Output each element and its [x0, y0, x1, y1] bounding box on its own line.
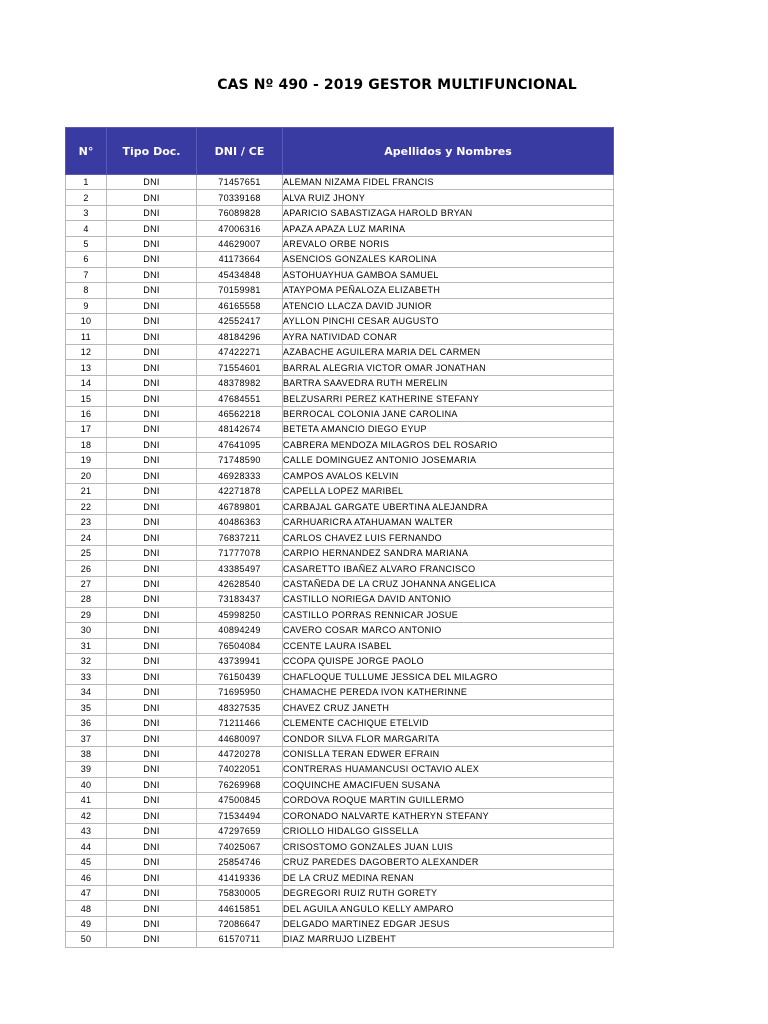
row-full-name: CRIOLLO HIDALGO GISSELLA — [283, 824, 614, 839]
row-number: 27 — [66, 576, 107, 591]
row-doc-type: DNI — [107, 916, 197, 931]
row-number: 32 — [66, 654, 107, 669]
row-dni: 45434848 — [197, 267, 283, 282]
row-doc-type: DNI — [107, 715, 197, 730]
row-number: 3 — [66, 205, 107, 220]
table-row — [66, 885, 614, 900]
row-full-name: CASTILLO PORRAS RENNICAR JOSUE — [283, 607, 614, 622]
row-doc-type: DNI — [107, 453, 197, 468]
row-full-name: ATAYPOMA PEÑALOZA ELIZABETH — [283, 283, 614, 298]
row-doc-type: DNI — [107, 190, 197, 205]
table-row — [66, 530, 614, 545]
row-dni: 43385497 — [197, 561, 283, 576]
row-number: 14 — [66, 375, 107, 390]
row-dni: 71457651 — [197, 175, 283, 190]
row-doc-type: DNI — [107, 684, 197, 699]
row-number: 2 — [66, 190, 107, 205]
table-row — [66, 375, 614, 390]
row-dni: 47006316 — [197, 221, 283, 236]
column-header-number: N° — [66, 128, 107, 175]
table-row — [66, 932, 614, 947]
row-dni: 47422271 — [197, 344, 283, 359]
row-number: 9 — [66, 298, 107, 313]
row-dni: 47684551 — [197, 391, 283, 406]
row-number: 43 — [66, 824, 107, 839]
row-number: 5 — [66, 236, 107, 251]
row-full-name: CCENTE LAURA ISABEL — [283, 638, 614, 653]
row-dni: 48142674 — [197, 422, 283, 437]
row-full-name: CONISLLA TERAN EDWER EFRAIN — [283, 746, 614, 761]
row-full-name: BELZUSARRI PEREZ KATHERINE STEFANY — [283, 391, 614, 406]
row-dni: 61570711 — [197, 932, 283, 947]
row-dni: 41419336 — [197, 870, 283, 885]
table-row — [66, 422, 614, 437]
column-header-doc-type: Tipo Doc. — [107, 128, 197, 175]
table-row — [66, 252, 614, 267]
row-number: 25 — [66, 545, 107, 560]
table-row — [66, 700, 614, 715]
row-dni: 47641095 — [197, 437, 283, 452]
row-full-name: AYRA NATIVIDAD CONAR — [283, 329, 614, 344]
row-number: 20 — [66, 468, 107, 483]
row-full-name: ALVA RUIZ JHONY — [283, 190, 614, 205]
row-full-name: ASENCIOS GONZALES KAROLINA — [283, 252, 614, 267]
row-number: 13 — [66, 360, 107, 375]
table-row — [66, 576, 614, 591]
row-doc-type: DNI — [107, 731, 197, 746]
table-row — [66, 777, 614, 792]
row-doc-type: DNI — [107, 793, 197, 808]
row-doc-type: DNI — [107, 885, 197, 900]
row-doc-type: DNI — [107, 360, 197, 375]
table-row — [66, 175, 614, 190]
table-row — [66, 484, 614, 499]
row-doc-type: DNI — [107, 638, 197, 653]
table-row — [66, 808, 614, 823]
row-full-name: CASTILLO NORIEGA DAVID ANTONIO — [283, 592, 614, 607]
row-doc-type: DNI — [107, 530, 197, 545]
row-doc-type: DNI — [107, 391, 197, 406]
table-row — [66, 592, 614, 607]
column-header-full-name: Apellidos y Nombres — [283, 128, 614, 175]
row-doc-type: DNI — [107, 545, 197, 560]
row-full-name: CONTRERAS HUAMANCUSI OCTAVIO ALEX — [283, 762, 614, 777]
row-full-name: BETETA AMANCIO DIEGO EYUP — [283, 422, 614, 437]
row-full-name: CHAVEZ CRUZ JANETH — [283, 700, 614, 715]
table-row — [66, 499, 614, 514]
row-dni: 41173664 — [197, 252, 283, 267]
row-dni: 71748590 — [197, 453, 283, 468]
row-dni: 42271878 — [197, 484, 283, 499]
row-doc-type: DNI — [107, 762, 197, 777]
row-number: 33 — [66, 669, 107, 684]
row-number: 28 — [66, 592, 107, 607]
row-dni: 48327535 — [197, 700, 283, 715]
row-number: 37 — [66, 731, 107, 746]
row-number: 15 — [66, 391, 107, 406]
row-number: 12 — [66, 344, 107, 359]
row-doc-type: DNI — [107, 205, 197, 220]
row-doc-type: DNI — [107, 870, 197, 885]
row-number: 6 — [66, 252, 107, 267]
row-number: 10 — [66, 314, 107, 329]
table-row — [66, 221, 614, 236]
row-number: 34 — [66, 684, 107, 699]
row-full-name: CARLOS CHAVEZ LUIS FERNANDO — [283, 530, 614, 545]
row-doc-type: DNI — [107, 746, 197, 761]
table-row — [66, 901, 614, 916]
row-dni: 71534494 — [197, 808, 283, 823]
row-full-name: APAZA APAZA LUZ MARINA — [283, 221, 614, 236]
row-number: 47 — [66, 885, 107, 900]
table-row — [66, 314, 614, 329]
table-row — [66, 746, 614, 761]
row-doc-type: DNI — [107, 932, 197, 947]
table-row — [66, 437, 614, 452]
table-header-row — [66, 128, 614, 175]
row-doc-type: DNI — [107, 406, 197, 421]
row-number: 11 — [66, 329, 107, 344]
row-dni: 73183437 — [197, 592, 283, 607]
table-row — [66, 545, 614, 560]
row-doc-type: DNI — [107, 484, 197, 499]
row-dni: 76504084 — [197, 638, 283, 653]
row-doc-type: DNI — [107, 561, 197, 576]
row-doc-type: DNI — [107, 623, 197, 638]
table-row — [66, 406, 614, 421]
table-row — [66, 267, 614, 282]
candidates-table — [65, 127, 614, 948]
row-doc-type: DNI — [107, 654, 197, 669]
row-number: 40 — [66, 777, 107, 792]
row-doc-type: DNI — [107, 375, 197, 390]
row-number: 45 — [66, 854, 107, 869]
row-number: 24 — [66, 530, 107, 545]
row-doc-type: DNI — [107, 854, 197, 869]
row-number: 35 — [66, 700, 107, 715]
row-dni: 44629007 — [197, 236, 283, 251]
row-number: 17 — [66, 422, 107, 437]
row-number: 48 — [66, 901, 107, 916]
row-dni: 42552417 — [197, 314, 283, 329]
table-row — [66, 283, 614, 298]
row-number: 26 — [66, 561, 107, 576]
row-full-name: CAMPOS AVALOS KELVIN — [283, 468, 614, 483]
row-dni: 25854746 — [197, 854, 283, 869]
row-full-name: CABRERA MENDOZA MILAGROS DEL ROSARIO — [283, 437, 614, 452]
row-doc-type: DNI — [107, 221, 197, 236]
row-doc-type: DNI — [107, 329, 197, 344]
table-row — [66, 684, 614, 699]
row-doc-type: DNI — [107, 314, 197, 329]
row-number: 36 — [66, 715, 107, 730]
row-dni: 71777078 — [197, 545, 283, 560]
row-dni: 70159981 — [197, 283, 283, 298]
table-row — [66, 190, 614, 205]
row-dni: 70339168 — [197, 190, 283, 205]
row-doc-type: DNI — [107, 175, 197, 190]
row-number: 23 — [66, 514, 107, 529]
table-row — [66, 344, 614, 359]
row-doc-type: DNI — [107, 777, 197, 792]
row-full-name: CAPELLA LOPEZ MARIBEL — [283, 484, 614, 499]
row-full-name: CCOPA QUISPE JORGE PAOLO — [283, 654, 614, 669]
row-dni: 48184296 — [197, 329, 283, 344]
row-number: 16 — [66, 406, 107, 421]
row-full-name: CHAFLOQUE TULLUME JESSICA DEL MILAGRO — [283, 669, 614, 684]
column-header-dni: DNI / CE — [197, 128, 283, 175]
row-doc-type: DNI — [107, 344, 197, 359]
row-doc-type: DNI — [107, 236, 197, 251]
table-row — [66, 824, 614, 839]
table-row — [66, 654, 614, 669]
table-row — [66, 793, 614, 808]
row-dni: 75830005 — [197, 885, 283, 900]
row-number: 8 — [66, 283, 107, 298]
table-row — [66, 623, 614, 638]
row-doc-type: DNI — [107, 607, 197, 622]
table-row — [66, 329, 614, 344]
row-number: 18 — [66, 437, 107, 452]
row-doc-type: DNI — [107, 576, 197, 591]
table-row — [66, 731, 614, 746]
row-full-name: DELGADO MARTINEZ EDGAR JESUS — [283, 916, 614, 931]
row-doc-type: DNI — [107, 468, 197, 483]
row-dni: 40486363 — [197, 514, 283, 529]
page-title: CAS Nº 490 - 2019 GESTOR MULTIFUNCIONAL — [217, 77, 577, 93]
row-number: 1 — [66, 175, 107, 190]
row-doc-type: DNI — [107, 267, 197, 282]
row-number: 22 — [66, 499, 107, 514]
row-dni: 76269968 — [197, 777, 283, 792]
table-row — [66, 839, 614, 854]
row-doc-type: DNI — [107, 422, 197, 437]
table-row — [66, 669, 614, 684]
row-full-name: AYLLON PINCHI CESAR AUGUSTO — [283, 314, 614, 329]
row-doc-type: DNI — [107, 592, 197, 607]
row-number: 50 — [66, 932, 107, 947]
row-doc-type: DNI — [107, 283, 197, 298]
table-row — [66, 468, 614, 483]
row-dni: 72086647 — [197, 916, 283, 931]
row-doc-type: DNI — [107, 700, 197, 715]
table-row — [66, 453, 614, 468]
row-doc-type: DNI — [107, 824, 197, 839]
row-dni: 44615851 — [197, 901, 283, 916]
row-full-name: CAVERO COSAR MARCO ANTONIO — [283, 623, 614, 638]
row-doc-type: DNI — [107, 839, 197, 854]
row-full-name: CARPIO HERNANDEZ SANDRA MARIANA — [283, 545, 614, 560]
row-number: 21 — [66, 484, 107, 499]
row-dni: 46789801 — [197, 499, 283, 514]
row-dni: 46928333 — [197, 468, 283, 483]
row-doc-type: DNI — [107, 669, 197, 684]
table-row — [66, 298, 614, 313]
row-full-name: CORONADO NALVARTE KATHERYN STEFANY — [283, 808, 614, 823]
row-dni: 71554601 — [197, 360, 283, 375]
row-full-name: CONDOR SILVA FLOR MARGARITA — [283, 731, 614, 746]
row-dni: 76150439 — [197, 669, 283, 684]
row-dni: 47297659 — [197, 824, 283, 839]
row-full-name: AZABACHE AGUILERA MARIA DEL CARMEN — [283, 344, 614, 359]
row-doc-type: DNI — [107, 808, 197, 823]
table-row — [66, 715, 614, 730]
row-full-name: DEL AGUILA ANGULO KELLY AMPARO — [283, 901, 614, 916]
row-full-name: CRISOSTOMO GONZALES JUAN LUIS — [283, 839, 614, 854]
row-number: 41 — [66, 793, 107, 808]
row-full-name: ALEMAN NIZAMA FIDEL FRANCIS — [283, 175, 614, 190]
row-full-name: CARBAJAL GARGATE UBERTINA ALEJANDRA — [283, 499, 614, 514]
row-doc-type: DNI — [107, 252, 197, 267]
row-dni: 76837211 — [197, 530, 283, 545]
table-row — [66, 391, 614, 406]
row-dni: 74022051 — [197, 762, 283, 777]
table-row — [66, 236, 614, 251]
table-row — [66, 514, 614, 529]
row-number: 46 — [66, 870, 107, 885]
row-number: 42 — [66, 808, 107, 823]
row-dni: 46562218 — [197, 406, 283, 421]
row-number: 31 — [66, 638, 107, 653]
row-full-name: CALLE DOMINGUEZ ANTONIO JOSEMARIA — [283, 453, 614, 468]
row-dni: 48378982 — [197, 375, 283, 390]
table-row — [66, 205, 614, 220]
row-full-name: APARICIO SABASTIZAGA HAROLD BRYAN — [283, 205, 614, 220]
row-full-name: BARTRA SAAVEDRA RUTH MERELIN — [283, 375, 614, 390]
row-dni: 44720278 — [197, 746, 283, 761]
table-row — [66, 870, 614, 885]
row-number: 44 — [66, 839, 107, 854]
table-row — [66, 638, 614, 653]
row-doc-type: DNI — [107, 514, 197, 529]
row-full-name: CASARETTO IBAÑEZ ALVARO FRANCISCO — [283, 561, 614, 576]
row-dni: 40894249 — [197, 623, 283, 638]
row-doc-type: DNI — [107, 499, 197, 514]
row-full-name: ASTOHUAYHUA GAMBOA SAMUEL — [283, 267, 614, 282]
row-full-name: DE LA CRUZ MEDINA RENAN — [283, 870, 614, 885]
row-number: 7 — [66, 267, 107, 282]
row-dni: 71211466 — [197, 715, 283, 730]
table-row — [66, 360, 614, 375]
row-dni: 46165558 — [197, 298, 283, 313]
row-doc-type: DNI — [107, 437, 197, 452]
table-row — [66, 916, 614, 931]
row-doc-type: DNI — [107, 901, 197, 916]
row-full-name: BERROCAL COLONIA JANE CAROLINA — [283, 406, 614, 421]
row-number: 30 — [66, 623, 107, 638]
row-number: 39 — [66, 762, 107, 777]
table-row — [66, 561, 614, 576]
row-full-name: AREVALO ORBE NORIS — [283, 236, 614, 251]
table-row — [66, 607, 614, 622]
row-number: 4 — [66, 221, 107, 236]
row-full-name: DEGREGORI RUIZ RUTH GORETY — [283, 885, 614, 900]
row-dni: 45998250 — [197, 607, 283, 622]
row-dni: 44680097 — [197, 731, 283, 746]
row-number: 38 — [66, 746, 107, 761]
row-full-name: CASTAÑEDA DE LA CRUZ JOHANNA ANGELICA — [283, 576, 614, 591]
row-full-name: CRUZ PAREDES DAGOBERTO ALEXANDER — [283, 854, 614, 869]
row-dni: 71695950 — [197, 684, 283, 699]
row-dni: 74025067 — [197, 839, 283, 854]
row-full-name: CARHUARICRA ATAHUAMAN WALTER — [283, 514, 614, 529]
row-full-name: DIAZ MARRUJO LIZBEHT — [283, 932, 614, 947]
row-full-name: ATENCIO LLACZA DAVID JUNIOR — [283, 298, 614, 313]
table-row — [66, 762, 614, 777]
table-body — [66, 175, 614, 948]
row-full-name: CLEMENTE CACHIQUE ETELVID — [283, 715, 614, 730]
table-row — [66, 854, 614, 869]
row-doc-type: DNI — [107, 298, 197, 313]
row-full-name: BARRAL ALEGRIA VICTOR OMAR JONATHAN — [283, 360, 614, 375]
row-number: 29 — [66, 607, 107, 622]
row-full-name: CHAMACHE PEREDA IVON KATHERINNE — [283, 684, 614, 699]
row-dni: 42628540 — [197, 576, 283, 591]
row-number: 19 — [66, 453, 107, 468]
row-number: 49 — [66, 916, 107, 931]
row-dni: 43739941 — [197, 654, 283, 669]
row-full-name: COQUINCHE AMACIFUEN SUSANA — [283, 777, 614, 792]
row-dni: 76089828 — [197, 205, 283, 220]
row-full-name: CORDOVA ROQUE MARTIN GUILLERMO — [283, 793, 614, 808]
row-dni: 47500845 — [197, 793, 283, 808]
